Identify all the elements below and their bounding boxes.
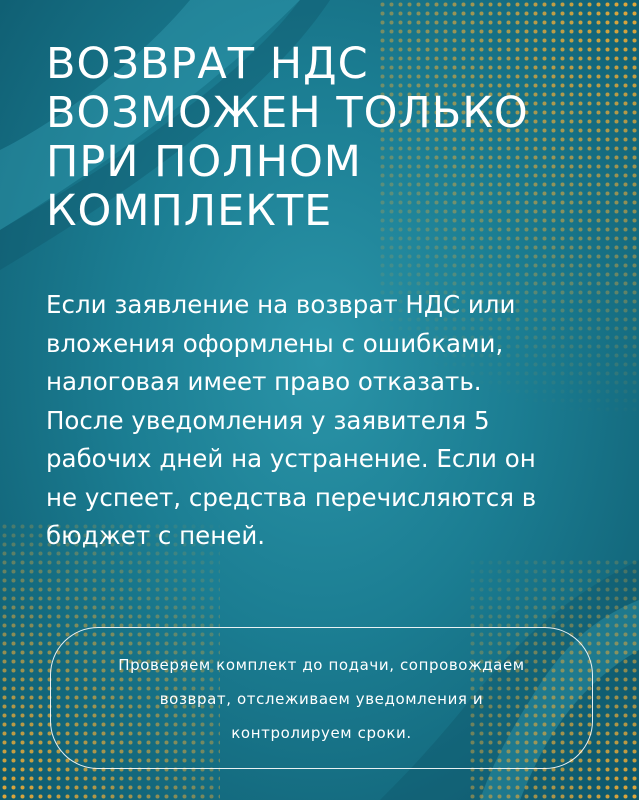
note-line: Проверяем комплект до подачи, сопровождаем	[118, 656, 525, 674]
note-line: возврат, отслеживаем уведомления и	[159, 690, 484, 708]
body-line: После уведомления у заявителя 5	[46, 405, 490, 435]
body-paragraph	[46, 286, 606, 556]
body-line: рабочих дней на устранение. Если он	[46, 444, 536, 473]
title-line: ВОЗВРАТ НДС	[46, 39, 369, 89]
title-line: КОМПЛЕКТЕ	[46, 186, 333, 236]
note-line: контролируем сроки.	[231, 724, 412, 742]
body-line: вложения оформлены с ошибками,	[46, 328, 504, 358]
body-line: бюджет с пеней.	[46, 521, 266, 550]
slide-title	[46, 40, 606, 236]
service-note-text	[51, 648, 592, 750]
service-note-box	[50, 627, 593, 769]
title-line: ПРИ ПОЛНОМ	[46, 137, 362, 187]
title-line: ВОЗМОЖЕН ТОЛЬКО	[46, 88, 529, 138]
body-line: Если заявление на возврат НДС или	[46, 290, 516, 319]
body-line: не успеет, средства перечисляются в	[46, 482, 537, 512]
body-line: налоговая имеет право отказать.	[46, 367, 482, 396]
